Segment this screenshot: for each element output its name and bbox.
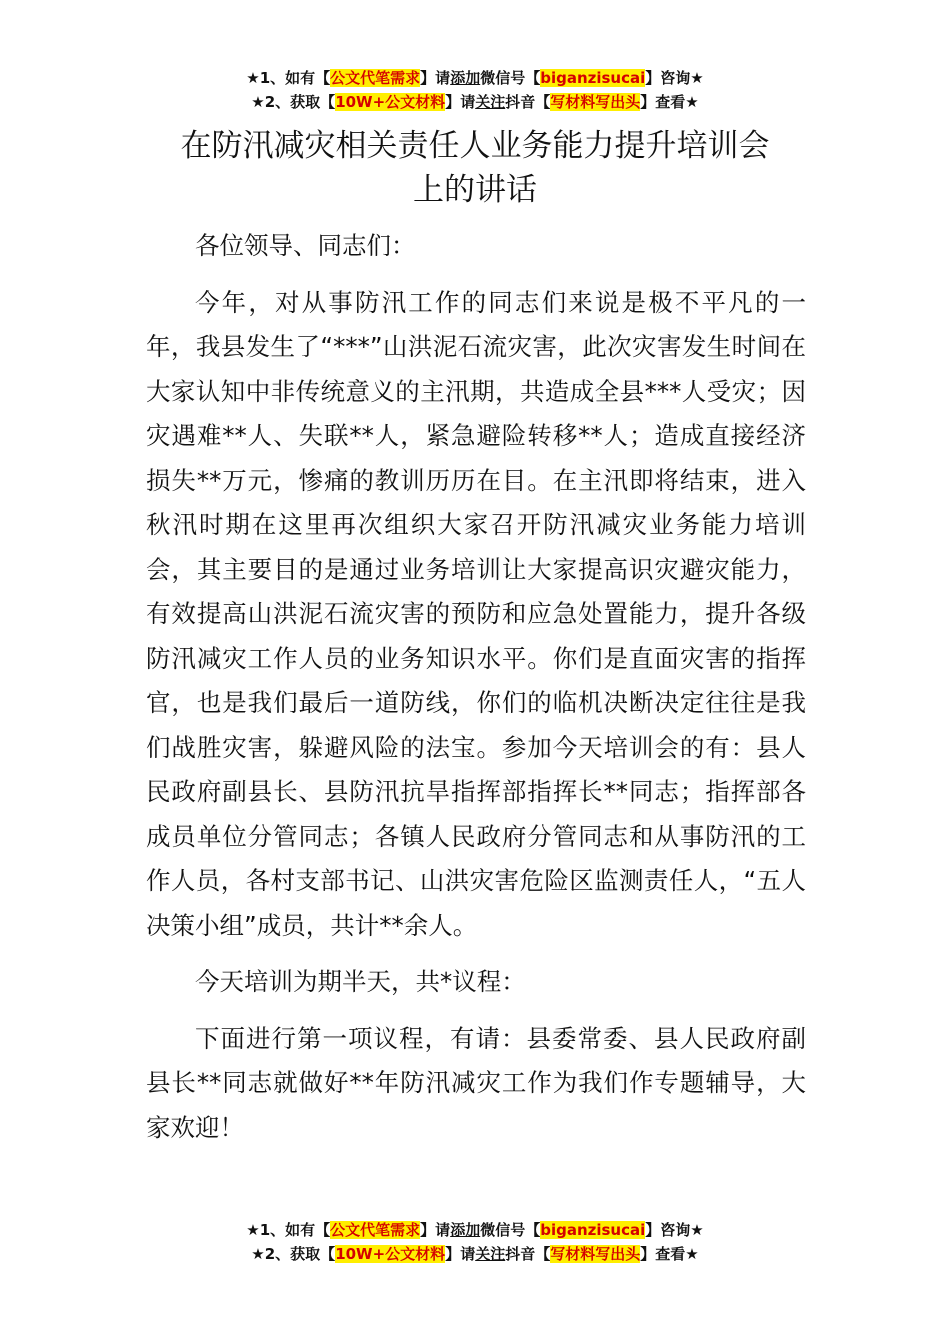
ad-underlined-text: 关注: [475, 1245, 506, 1263]
header-ad-line-2: [0, 90, 950, 114]
ad-underlined-text: 关注: [475, 93, 506, 111]
ad-highlight-douyin-id: 写材料写出头: [550, 93, 641, 111]
body-paragraph: 今天培训为期半天，共*议程：: [195, 967, 526, 996]
ad-highlight-wechat-id: biganzisucai: [540, 69, 646, 87]
ad-text: 】请: [445, 1245, 476, 1263]
footer-ad-line-2: [0, 1242, 950, 1266]
body-paragraph: 今年，对从事防汛工作的同志们来说是极不平凡的一年，我县发生了“***”山洪泥石流灾害，此次灾害发生时间在大家认知中非传统意义的主汛期，共造成全县***人受灾；因灾遇难**人、失联**人，紧急避险转移**人；造成直接经济损失**万元，惨痛的教训历历在目。在主汛即将结束，进入秋汛时期在这里再次组织大家召开防汛减灾业务能力培训会，其主要目的是通过业务培训让大家提高识灾避灾能力，有效提高山洪泥石流灾害的预防和应急处置能力，提升各级防汛减灾工作人员的业务知识水平。你们是直面灾害的指挥官，也是我们最后一道防线，你们的临机决断决定往往是我们战胜灾害，躲避风险的法宝。参加今天培训会的有：县人民政府副县长、县防汛抗旱指挥部指挥长**同志；指挥部各成员单位分管同志；各镇人民政府分管同志和从事防汛的工作人员，各村支部书记、山洪灾害危险区监测责任人，“五人决策小组”成员，共计**余人。: [146, 287, 806, 940]
ad-text: ★2、获取【: [251, 1245, 336, 1263]
ad-highlight-service: 公文代笔需求: [330, 69, 421, 87]
body-paragraph: 下面进行第一项议程，有请：县委常委、县人民政府副县长**同志就做好**年防汛减灾工作为我们作专题辅导，大家欢迎！: [146, 1023, 806, 1142]
ad-text: 】咨询★: [645, 69, 704, 87]
ad-text: 抖音【: [505, 1245, 551, 1263]
footer-ad-line-1: [0, 1218, 950, 1242]
ad-text: 】请: [420, 1221, 451, 1239]
ad-text: 微信号【: [480, 1221, 541, 1239]
ad-text: 】请: [420, 69, 451, 87]
ad-text: 】咨询★: [645, 1221, 704, 1239]
ad-highlight-materials: 10W+公文材料: [335, 93, 446, 111]
ad-underlined-text: 添加: [450, 69, 481, 87]
ad-text: 微信号【: [480, 69, 541, 87]
ad-highlight-materials: 10W+公文材料: [335, 1245, 446, 1263]
ad-highlight-wechat-id: biganzisucai: [540, 1221, 646, 1239]
ad-highlight-service: 公文代笔需求: [330, 1221, 421, 1239]
salutation-paragraph: 各位领导、同志们：: [195, 231, 416, 260]
header-ad-banner: [0, 66, 950, 114]
ad-text: ★1、如有【: [246, 1221, 331, 1239]
ad-text: 】查看★: [640, 1245, 699, 1263]
ad-text: 】请: [445, 93, 476, 111]
document-title-line-1: 在防汛减灾相关责任人业务能力提升培训会: [180, 128, 770, 164]
ad-text: ★1、如有【: [246, 69, 331, 87]
header-ad-line-1: [0, 66, 950, 90]
footer-ad-banner: [0, 1218, 950, 1266]
ad-text: 抖音【: [505, 93, 551, 111]
document-title-line-2: 上的讲话: [413, 172, 537, 208]
ad-underlined-text: 添加: [450, 1221, 481, 1239]
ad-text: ★2、获取【: [251, 93, 336, 111]
ad-text: 】查看★: [640, 93, 699, 111]
ad-highlight-douyin-id: 写材料写出头: [550, 1245, 641, 1263]
document-body: [146, 224, 806, 1162]
document-title: [130, 124, 820, 212]
